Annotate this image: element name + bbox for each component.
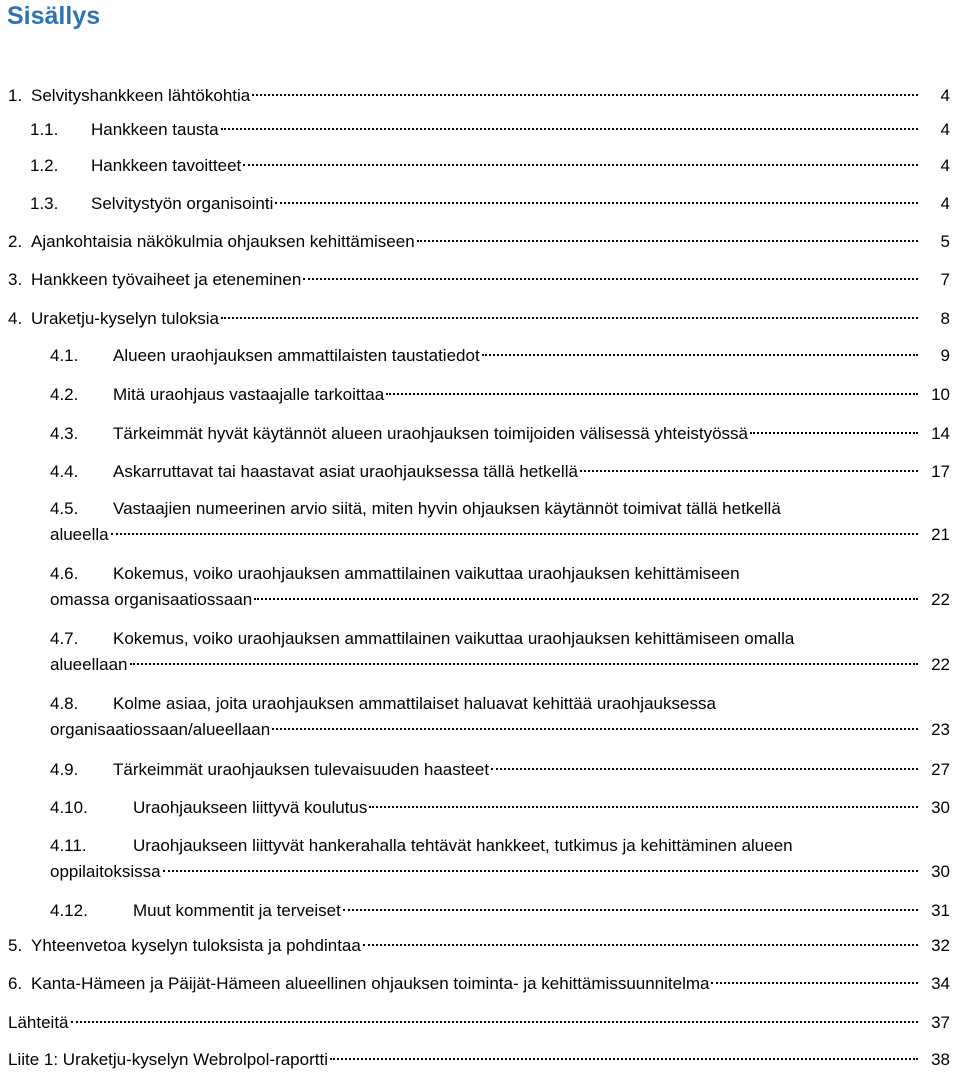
toc-entry-title: Uraketju-kyselyn tuloksia bbox=[31, 309, 220, 328]
toc-entry-number: 4.2. bbox=[50, 385, 79, 404]
page-title: Sisällys bbox=[7, 2, 101, 30]
toc-entry-page: 23 bbox=[931, 720, 950, 739]
dot-leader bbox=[243, 164, 918, 166]
toc-entry-number: 6. bbox=[8, 974, 23, 993]
toc-entry-title: Askarruttavat tai haastavat asiat uraohjauksessa tällä hetkellä bbox=[113, 462, 578, 481]
toc-entry-title: Mitä uraohjaus vastaajalle tarkoittaa bbox=[113, 385, 385, 404]
toc-entry-number: 1.3. bbox=[30, 194, 59, 213]
toc-entry[interactable] bbox=[50, 496, 950, 548]
toc-entry[interactable] bbox=[8, 1010, 950, 1036]
toc-entry-page: 27 bbox=[931, 760, 950, 779]
dot-leader bbox=[363, 944, 918, 946]
toc-entry[interactable] bbox=[50, 898, 950, 924]
toc-entry[interactable] bbox=[8, 229, 950, 255]
toc-entry-page: 38 bbox=[931, 1050, 950, 1069]
toc-entry[interactable] bbox=[50, 626, 950, 678]
toc-entry-number: 4.3. bbox=[50, 424, 79, 443]
dot-leader bbox=[750, 432, 918, 434]
toc-entry-number: 5. bbox=[8, 936, 23, 955]
toc-entry-title-continued: organisaatiossaan/alueellaan bbox=[50, 720, 271, 739]
toc-entry-number: 4.7. bbox=[50, 629, 79, 648]
toc-entry-page: 4 bbox=[940, 194, 950, 213]
toc-entry[interactable] bbox=[8, 1047, 950, 1073]
toc-entry-number: 4.5. bbox=[50, 499, 79, 518]
dot-leader bbox=[491, 768, 918, 770]
toc-entry-title: Selvityshankkeen lähtökohtia bbox=[31, 86, 251, 105]
toc-entry-number: 1.1. bbox=[30, 120, 59, 139]
toc-entry-page: 8 bbox=[940, 309, 950, 328]
toc-entry[interactable] bbox=[50, 382, 950, 408]
toc-entry-page: 10 bbox=[931, 385, 950, 404]
toc-entry-title: Muut kommentit ja terveiset bbox=[133, 901, 341, 920]
toc-entry[interactable] bbox=[50, 421, 950, 447]
toc-entry[interactable] bbox=[30, 117, 950, 143]
toc-entry[interactable] bbox=[30, 191, 950, 217]
toc-entry-page: 14 bbox=[931, 424, 950, 443]
toc-entry-title-continued: oppilaitoksissa bbox=[50, 862, 161, 881]
toc-entry-title: Lähteitä bbox=[8, 1013, 69, 1032]
toc-entry-number: 4.11. bbox=[50, 836, 87, 855]
dot-leader bbox=[303, 278, 918, 280]
dot-leader bbox=[163, 870, 918, 872]
toc-entry-number: 4.12. bbox=[50, 901, 88, 920]
toc-entry-title: Tärkeimmät hyvät käytännöt alueen uraohjauksen toimijoiden välisessä yhteistyössä bbox=[113, 424, 748, 443]
toc-entry[interactable] bbox=[50, 561, 950, 613]
toc-entry-title-continued: alueella bbox=[50, 525, 109, 544]
dot-leader bbox=[275, 202, 918, 204]
toc-entry-title: Hankkeen tausta bbox=[91, 120, 219, 139]
toc-entry[interactable] bbox=[8, 971, 950, 997]
toc-entry-title: Vastaajien numeerinen arvio siitä, miten hyvin ohjauksen käytännöt toimivat tällä hetkellä bbox=[113, 499, 781, 518]
toc-entry[interactable] bbox=[50, 833, 950, 885]
toc-entry-page: 4 bbox=[940, 86, 950, 105]
dot-leader bbox=[386, 393, 918, 395]
toc-entry[interactable] bbox=[8, 306, 950, 332]
toc-entry-number: 4.4. bbox=[50, 462, 79, 481]
toc-entry-number: 4.1. bbox=[50, 346, 79, 365]
dot-leader bbox=[343, 909, 918, 911]
toc-entry-number: 4.6. bbox=[50, 564, 79, 583]
toc-entry-title: Kokemus, voiko uraohjauksen ammattilainen vaikuttaa uraohjauksen kehittämiseen omalla bbox=[113, 629, 795, 648]
toc-entry-number: 4.10. bbox=[50, 798, 88, 817]
toc-entry-number: 2. bbox=[8, 232, 23, 251]
toc-entry-page: 5 bbox=[940, 232, 950, 251]
toc-entry-page: 17 bbox=[931, 462, 950, 481]
toc-entry[interactable] bbox=[50, 459, 950, 485]
dot-leader bbox=[369, 806, 918, 808]
toc-entry-page: 34 bbox=[931, 974, 950, 993]
toc-entry[interactable] bbox=[50, 757, 950, 783]
toc-entry[interactable] bbox=[50, 343, 950, 369]
toc-entry-title: Kanta-Hämeen ja Päijät-Hämeen alueellinen ohjauksen toiminta- ja kehittämissuunnitelma bbox=[31, 974, 710, 993]
toc-entry-page: 30 bbox=[931, 798, 950, 817]
toc-entry-title: Ajankohtaisia näkökulmia ohjauksen kehittämiseen bbox=[31, 232, 415, 251]
toc-entry-number: 4. bbox=[8, 309, 23, 328]
toc-entry-number: 4.8. bbox=[50, 694, 79, 713]
toc-entry-page: 4 bbox=[940, 120, 950, 139]
toc-entry-title-continued: omassa organisaatiossaan bbox=[50, 590, 253, 609]
toc-entry-page: 22 bbox=[931, 590, 950, 609]
toc-entry[interactable] bbox=[8, 83, 950, 109]
toc-entry-page: 7 bbox=[940, 270, 950, 289]
toc-entry[interactable] bbox=[30, 153, 950, 179]
toc-entry-title: Tärkeimmät uraohjauksen tulevaisuuden haasteet bbox=[113, 760, 490, 779]
toc-entry-page: 22 bbox=[931, 655, 950, 674]
toc-entry[interactable] bbox=[50, 795, 950, 821]
toc-entry-title: Liite 1: Uraketju-kyselyn Webrolpol-raportti bbox=[8, 1050, 328, 1069]
dot-leader bbox=[254, 598, 918, 600]
dot-leader bbox=[71, 1021, 919, 1023]
toc-entry[interactable] bbox=[8, 267, 950, 293]
toc-entry-page: 37 bbox=[931, 1013, 950, 1032]
toc-entry-number: 3. bbox=[8, 270, 23, 289]
toc-entry-page: 30 bbox=[931, 862, 950, 881]
dot-leader bbox=[252, 94, 918, 96]
dot-leader bbox=[417, 240, 918, 242]
dot-leader bbox=[711, 982, 918, 984]
toc-entry-title: Kokemus, voiko uraohjauksen ammattilainen vaikuttaa uraohjauksen kehittämiseen bbox=[113, 564, 740, 583]
toc-entry-number: 1.2. bbox=[30, 156, 59, 175]
toc-entry[interactable] bbox=[8, 933, 950, 959]
toc-entry-title: Uraohjaukseen liittyvät hankerahalla tehtävät hankkeet, tutkimus ja kehittäminen alueen bbox=[133, 836, 793, 855]
toc-entry-number: 1. bbox=[8, 86, 23, 105]
toc-entry-title: Selvitystyön organisointi bbox=[91, 194, 274, 213]
dot-leader bbox=[482, 354, 918, 356]
toc-entry-title: Kolme asiaa, joita uraohjauksen ammattilaiset haluavat kehittää uraohjauksessa bbox=[113, 694, 716, 713]
dot-leader bbox=[330, 1058, 918, 1060]
toc-entry-page: 4 bbox=[940, 156, 950, 175]
toc-entry-page: 21 bbox=[931, 525, 950, 544]
dot-leader bbox=[272, 728, 918, 730]
toc-entry-title: Hankkeen työvaiheet ja eteneminen bbox=[31, 270, 302, 289]
toc-entry-title-continued: alueellaan bbox=[50, 655, 128, 674]
toc-entry-title: Hankkeen tavoitteet bbox=[91, 156, 242, 175]
dot-leader bbox=[130, 663, 918, 665]
toc-entry-page: 31 bbox=[931, 901, 950, 920]
toc-entry[interactable] bbox=[50, 691, 950, 743]
toc-entry-page: 32 bbox=[931, 936, 950, 955]
toc-entry-number: 4.9. bbox=[50, 760, 79, 779]
dot-leader bbox=[221, 317, 918, 319]
toc-entry-title: Alueen uraohjauksen ammattilaisten taustatiedot bbox=[113, 346, 480, 365]
toc-entry-page: 9 bbox=[940, 346, 950, 365]
dot-leader bbox=[221, 128, 918, 130]
dot-leader bbox=[111, 533, 918, 535]
toc-entry-title: Yhteenvetoa kyselyn tuloksista ja pohdintaa bbox=[31, 936, 361, 955]
dot-leader bbox=[580, 470, 918, 472]
toc-entry-title: Uraohjaukseen liittyvä koulutus bbox=[133, 798, 368, 817]
